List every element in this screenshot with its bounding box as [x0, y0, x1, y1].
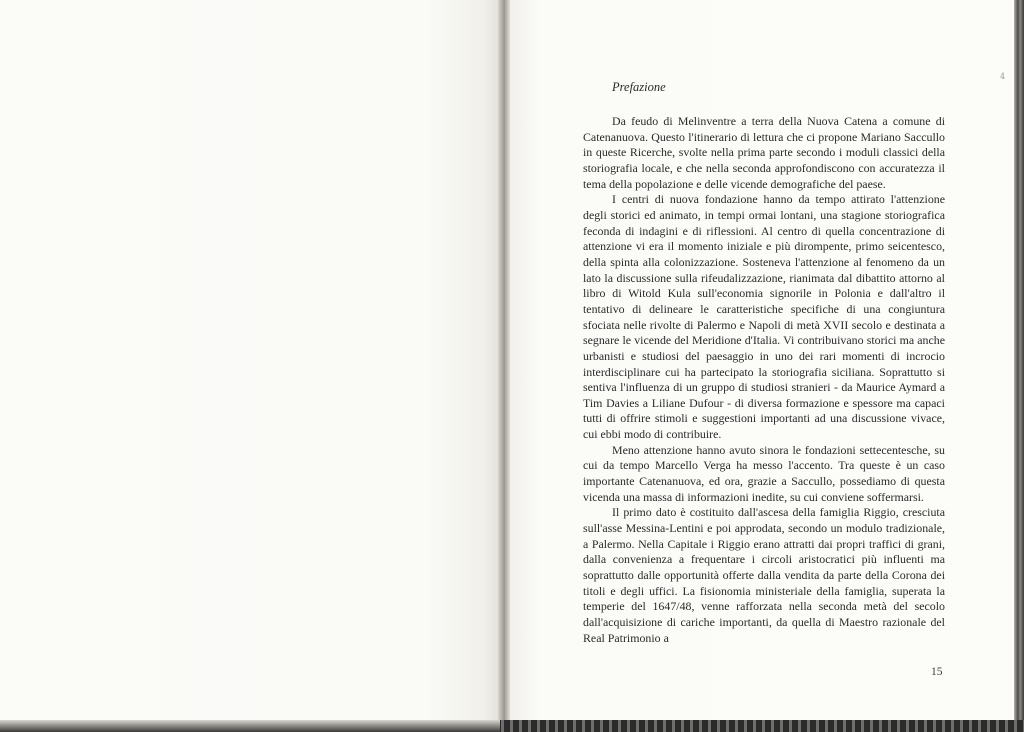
corner-mark: 4 — [1000, 72, 1006, 81]
bottom-edge-left — [0, 720, 500, 732]
right-page-edge — [1014, 0, 1024, 732]
paragraph: Da feudo di Melinventre a terra della Nuova Catena a comune di Catenanuova. Questo l'itinerario di lettura che ci propone Mariano Saccullo in queste Ricerche, svolte nella prima parte secondo i moduli classici della storiografia locale, e che nella seconda approfondiscono con accuratezza il tema della popolazione e delle vicende demografiche del paese. — [583, 114, 945, 191]
left-page-blank — [0, 0, 500, 722]
paragraph: Meno attenzione hanno avuto sinora le fondazioni settecentesche, su cui da tempo Marcello Verga ha messo l'accento. Tra queste è un caso importante Catenanuova, ed ora, grazie a Saccullo, possediamo di questa vicenda una massa di informazioni inedite, su cui conviene soffermarsi. — [583, 442, 945, 504]
paragraph: Il primo dato è costituito dall'ascesa della famiglia Riggio, cresciuta sull'asse Messina-Lentini e poi approdata, secondo un modulo tradizionale, a Palermo. Nella Capitale i Riggio erano attratti dai propri traffici di grani, dalla convenienza a frequentare i circoli aristocratici più influenti ma soprattutto dalle opportunità offerte dalla vendita da parte della Corona dei titoli e degli uffici. La fisionomia ministeriale della famiglia, superata la temperie del 1647/48, venne rafforzata nella seconda metà del secolo dall'acquisizione di cariche importanti, da quella di Maestro razionale del Real Patrimonio a — [583, 505, 945, 645]
page-number: 15 — [931, 666, 943, 678]
text-block — [583, 80, 945, 646]
paragraph: I centri di nuova fondazione hanno da tempo attirato l'attenzione degli storici ed animato, in tempi ormai lontani, una stagione storiografica feconda di indagini e di riflessioni. Al centro di quella concentrazione di attenzione vi era il momento iniziale e più dirompente, primo seicentesco, della spinta alla colonizzazione. Sosteneva l'attenzione al fenomeno da un lato la discussione sulla rifeudalizzazione, rianimata dal dibattito attorno al libro di Witold Kula sull'economia signorile in Polonia e dall'altro il tentativo di delineare le caratteristiche specifiche di una congiuntura sfociata nelle rivolte di Palermo e Napoli di metà XVII secolo e destinata a segnare le vicende del Meridione d'Italia. Vi contribuivano storici ma anche urbanisti e studiosi del paesaggio in uno dei rari momenti di incrocio interdisciplinare cui ha partecipato la storiografia siciliana. Soprattutto si sentiva l'influenza di un gruppo di studiosi stranieri - da Maurice Aymard a Tim Davies a Liliane Dufour - di diversa formazione e spessore ma capaci tutti di offrire stimoli e suggestioni importanti ad una discussione vivace, cui ebbi modo di contribuire. — [583, 192, 945, 442]
section-heading: Prefazione — [612, 80, 666, 94]
